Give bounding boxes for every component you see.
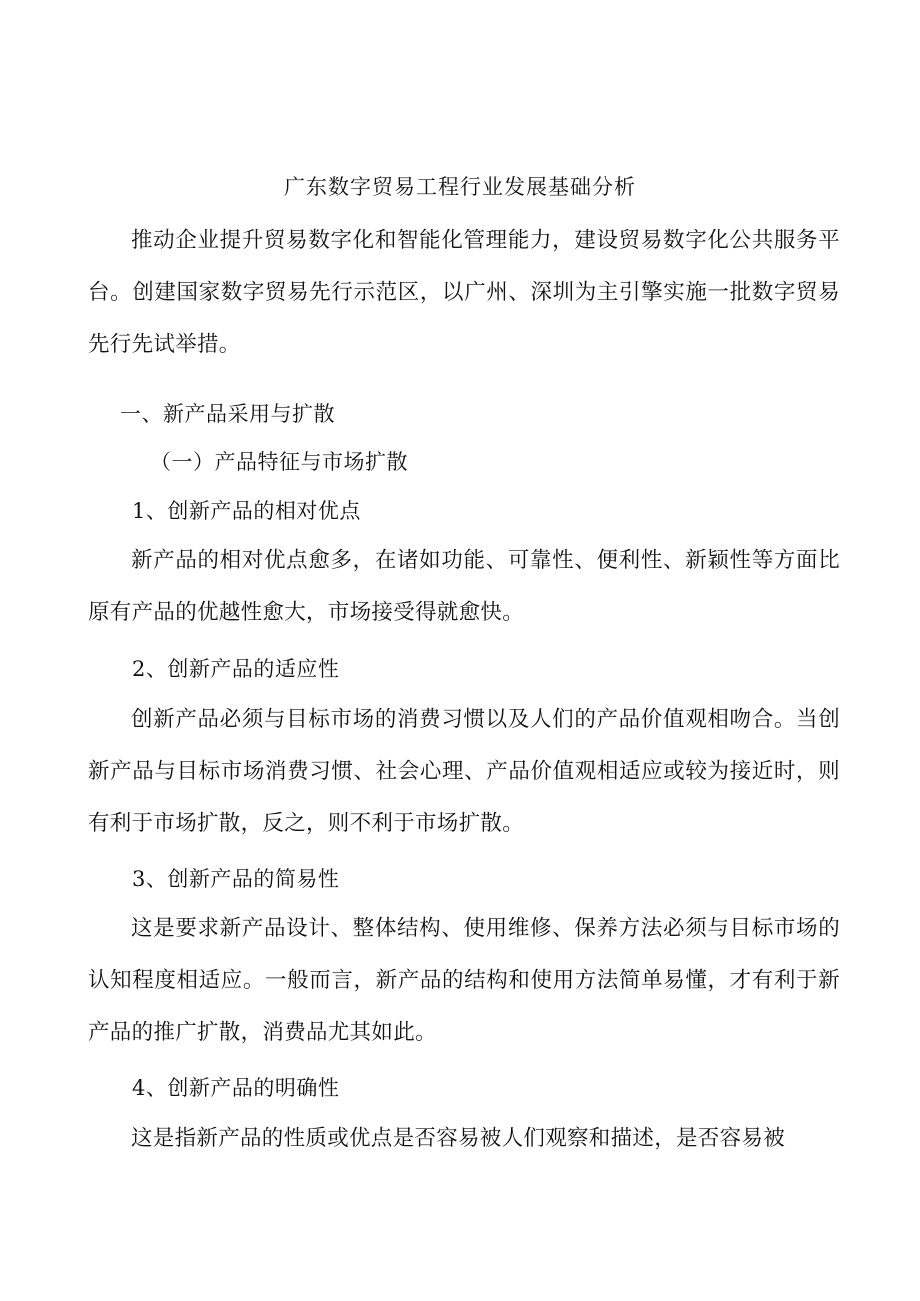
item-heading-4: 4、创新产品的明确性 <box>132 1076 340 1100</box>
item-heading-1: 1、创新产品的相对优点 <box>132 499 361 523</box>
document-title: 广东数字贸易工程行业发展基础分析 <box>284 175 636 199</box>
intro-paragraph: 推动企业提升贸易数字化和智能化管理能力，建设贸易数字化公共服务平台。创建国家数字贸易先行示范区，以广州、深圳为主引擎实施一批数字贸易先行先试举措。 <box>88 228 840 357</box>
subsection-heading: （一）产品特征与市场扩散 <box>150 450 408 474</box>
item-heading-2: 2、创新产品的适应性 <box>132 657 340 681</box>
item-paragraph-4: 这是指新产品的性质或优点是否容易被人们观察和描述，是否容易被 <box>131 1126 786 1151</box>
item-paragraph-1: 新产品的相对优点愈多，在诸如功能、可靠性、便利性、新颖性等方面比原有产品的优越性愈大，市场接受得就愈快。 <box>88 548 840 625</box>
item-paragraph-3: 这是要求新产品设计、整体结构、使用维修、保养方法必须与目标市场的认知程度相适应。一般而言，新产品的结构和使用方法简单易懂，才有利于新产品的推广扩散，消费品尤其如此。 <box>88 916 840 1045</box>
item-heading-3: 3、创新产品的简易性 <box>132 867 340 891</box>
section-heading: 一、新产品采用与扩散 <box>120 402 335 426</box>
item-paragraph-2: 创新产品必须与目标市场的消费习惯以及人们的产品价值观相吻合。当创新产品与目标市场消费习惯、社会心理、产品价值观相适应或较为接近时，则有利于市场扩散，反之，则不利于市场扩散。 <box>88 707 840 836</box>
